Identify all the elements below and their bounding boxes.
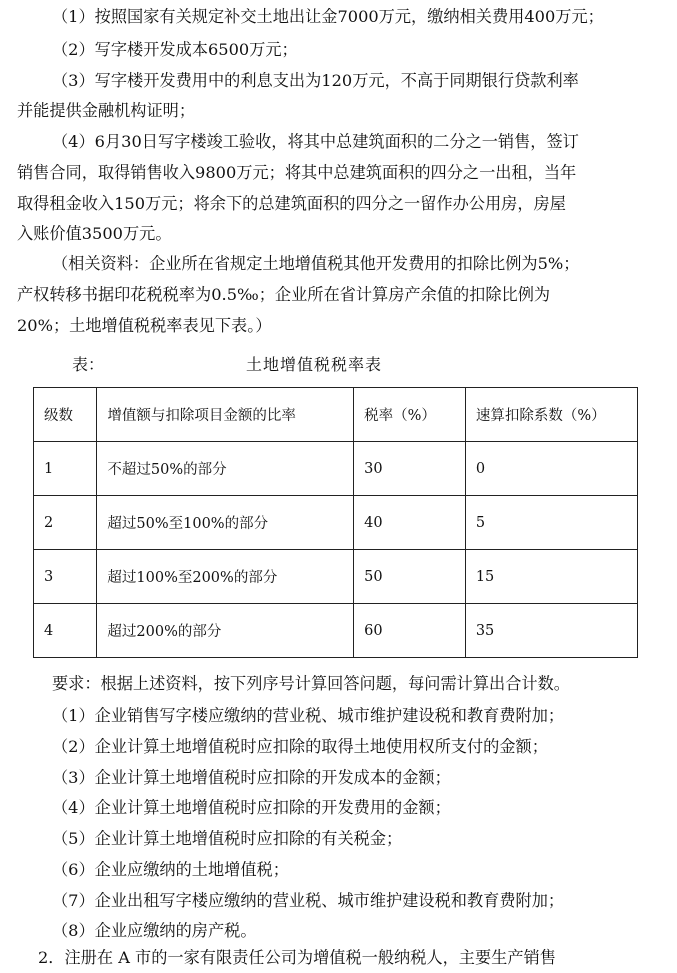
paragraph-line: （相关资料：企业所在省规定土地增值税其他开发费用的扣除比例为5%； — [52, 254, 580, 273]
requirement-item: （5）企业计算土地增值税时应扣除的有关税金； — [52, 829, 403, 848]
question-2-start: 2．注册在 A 市的一家有限责任公司为增值税一般纳税人，主要生产销售 — [38, 948, 556, 967]
table-cell: 4 — [34, 604, 97, 658]
table-cell: 1 — [34, 442, 97, 496]
tax-rate-table — [33, 387, 638, 658]
paragraph-line: （4）6月30日写字楼竣工验收，将其中总建筑面积的二分之一销售，签订 — [52, 132, 579, 151]
header-cell: 速算扣除系数（%） — [465, 388, 637, 442]
table-row — [34, 442, 638, 496]
requirement-item: （6）企业应缴纳的土地增值税； — [52, 860, 289, 879]
requirement-item: （7）企业出租写字楼应缴纳的营业税、城市维护建设税和教育费附加； — [52, 891, 565, 910]
table-cell: 超过200%的部分 — [97, 604, 354, 658]
table-caption-label: 表： — [72, 355, 105, 374]
paragraph-line: 并能提供金融机构证明； — [17, 101, 196, 120]
table-cell: 15 — [465, 550, 637, 604]
table-cell: 30 — [354, 442, 466, 496]
table-cell: 40 — [354, 496, 466, 550]
table-cell: 60 — [354, 604, 466, 658]
paragraph-line: 产权转移书据印花税税率为0.5‰；企业所在省计算房产余值的扣除比例为 — [17, 285, 551, 304]
table-cell: 0 — [465, 442, 637, 496]
table-cell: 3 — [34, 550, 97, 604]
requirement-item: （4）企业计算土地增值税时应扣除的开发费用的金额； — [52, 798, 451, 817]
paragraph-line: （2）写字楼开发成本6500万元； — [52, 40, 298, 59]
table-row — [34, 550, 638, 604]
paragraph-line: （1）按照国家有关规定补交土地出让金7000万元，缴纳相关费用400万元； — [52, 7, 604, 26]
table-cell: 不超过50%的部分 — [97, 442, 354, 496]
header-cell: 税率（%） — [354, 388, 466, 442]
header-cell: 级数 — [34, 388, 97, 442]
requirement-item: （8）企业应缴纳的房产税。 — [52, 921, 257, 940]
paragraph-line: 20%；土地增值税税率表见下表。） — [17, 316, 272, 335]
paragraph-line: （3）写字楼开发费用中的利息支出为120万元，不高于同期银行贷款利率 — [52, 71, 579, 90]
table-header-row — [34, 388, 638, 442]
requirement-item: （1）企业销售写字楼应缴纳的营业税、城市维护建设税和教育费附加； — [52, 706, 565, 725]
table-cell: 2 — [34, 496, 97, 550]
table-cell: 35 — [465, 604, 637, 658]
table-cell: 超过50%至100%的部分 — [97, 496, 354, 550]
paragraph-line: 入账价值3500万元。 — [17, 224, 172, 243]
paragraph-line: 销售合同，取得销售收入9800万元；将其中总建筑面积的四分之一出租，当年 — [17, 163, 577, 182]
requirement-item: （2）企业计算土地增值税时应扣除的取得土地使用权所支付的金额； — [52, 737, 548, 756]
paragraph-line: 取得租金收入150万元；将余下的总建筑面积的四分之一留作办公用房，房屋 — [17, 194, 566, 213]
requirement-item: （3）企业计算土地增值税时应扣除的开发成本的金额； — [52, 768, 451, 787]
table-cell: 5 — [465, 496, 637, 550]
table-title: 土地增值税税率表 — [246, 355, 383, 374]
header-cell: 增值额与扣除项目金额的比率 — [97, 388, 354, 442]
table-cell: 50 — [354, 550, 466, 604]
table-row — [34, 604, 638, 658]
requirements-intro: 要求：根据上述资料，按下列序号计算回答问题，每问需计算出合计数。 — [52, 674, 570, 693]
table-row — [34, 496, 638, 550]
table-cell: 超过100%至200%的部分 — [97, 550, 354, 604]
